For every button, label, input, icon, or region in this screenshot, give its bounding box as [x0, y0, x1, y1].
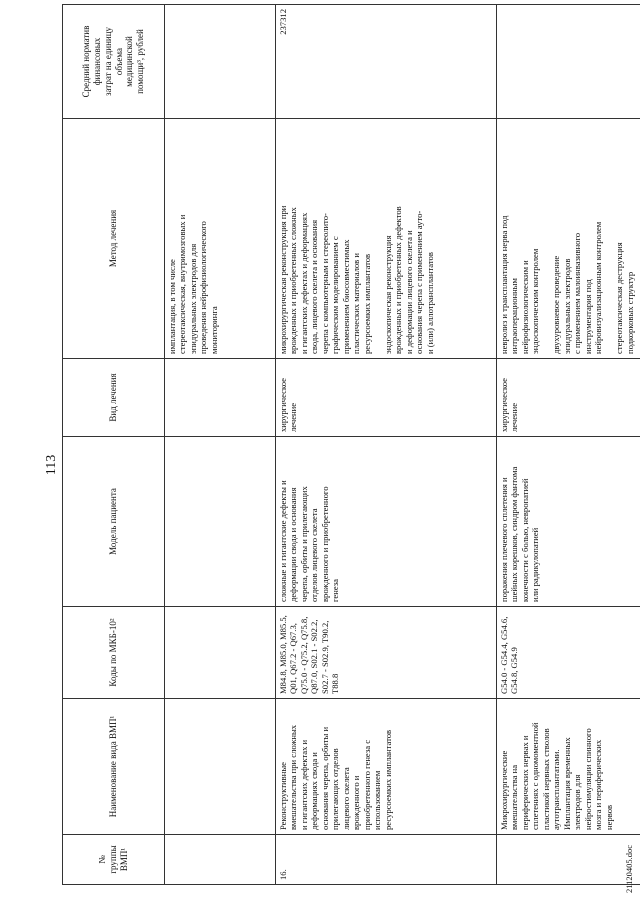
header-avg-cost: Средний норматив финансовых затрат на единицу объема медицинской помощи³, рублей	[63, 5, 165, 119]
page-number: 113	[44, 454, 59, 476]
cell-name: Реконструктивные вмешательства при сложных и гигантских дефектах и деформациях свода и основания черепа, орбиты и прилегающих отделов лицевого скелета врожденного и приобретенного генеза с использованием ресурсоемких имплантатов	[276, 699, 497, 835]
cell-method: невролиз и трансплантация нерва под интраоперационным нейрофизиологическим и эндоскопическим контролем двухуровневое проведение эпидуральных электродов с применением малоинвазивного инструментария под нейровизуализационным контролем стереотаксическая деструкция подкорковых структур	[497, 119, 640, 359]
table-row	[165, 5, 276, 885]
cell-group	[497, 835, 640, 885]
cell-model	[165, 437, 276, 607]
header-treatment-type: Вид лечения	[63, 359, 165, 437]
header-treatment-method: Метод лечения	[63, 119, 165, 359]
table-row	[497, 5, 640, 885]
header-group-no: № группы ВМП¹	[63, 835, 165, 885]
cell-codes	[165, 607, 276, 699]
cell-cost	[497, 5, 640, 119]
cell-cost	[165, 5, 276, 119]
cell-method: имплантация, в том числе стереотаксическая, внутримозговых и эпидуральных электродов для проведения нейрофизиологического мониторинга	[165, 119, 276, 359]
cell-codes: G54.0 - G54.4, G54.6, G54.8, G54.9	[497, 607, 640, 699]
header-mkb-codes: Коды по МКБ-10²	[63, 607, 165, 699]
cell-method: микрохирургическая реконструкция при врожденных и приобретенных сложных и гигантских дефектах и деформациях свода, лицевого скелета и основания черепа с компьютерным и стереолито- графическим моделированием с применением биосовместимых пластических материалов и ресурсоемких имплантатов эндоскопическая реконструкция врожденных и приобретенных дефектов и деформации лицевого скелета и основания черепа с применением ауто- и (или) аллотрансплантатов	[276, 119, 497, 359]
header-vmp-name: Наименование вида ВМП¹	[63, 699, 165, 835]
cell-codes: M84.8, M85.0, M85.5, Q01, Q67.2 - Q67.3, Q75.0 - Q75.2, Q75.8, Q87.0, S02.1 - S02.2, S02.7 - S02.9, T90.2, T88.8	[276, 607, 497, 699]
vmp-table	[62, 4, 640, 885]
cell-group: 16.	[276, 835, 497, 885]
cell-treatment: хирургическое лечение	[497, 359, 640, 437]
cell-group	[165, 835, 276, 885]
cell-name	[165, 699, 276, 835]
header-patient-model: Модель пациента	[63, 437, 165, 607]
footer-file-code: 21120405.doc	[624, 844, 634, 893]
cell-name: Микрохирургические вмешательства на периферических нервах и сплетениях с одномоментной пластикой нервных стволов аутотрансплантатами. Имплантация временных электродов для нейростимуляции спинного мозга и периферических нервов	[497, 699, 640, 835]
cell-model: сложные и гигантские дефекты и деформации свода и основания черепа, орбиты и прилегающих отделов лицевого скелета врожденного и приобретенного генеза	[276, 437, 497, 607]
cell-treatment	[165, 359, 276, 437]
cell-cost: 237312	[276, 5, 497, 119]
table-header-row	[63, 5, 165, 885]
cell-treatment: хирургическое лечение	[276, 359, 497, 437]
cell-model: поражения плечевого сплетения и шейных корешков, синдром фантома конечности с болью, невропатией или радикулопатией	[497, 437, 640, 607]
table-row	[276, 5, 497, 885]
